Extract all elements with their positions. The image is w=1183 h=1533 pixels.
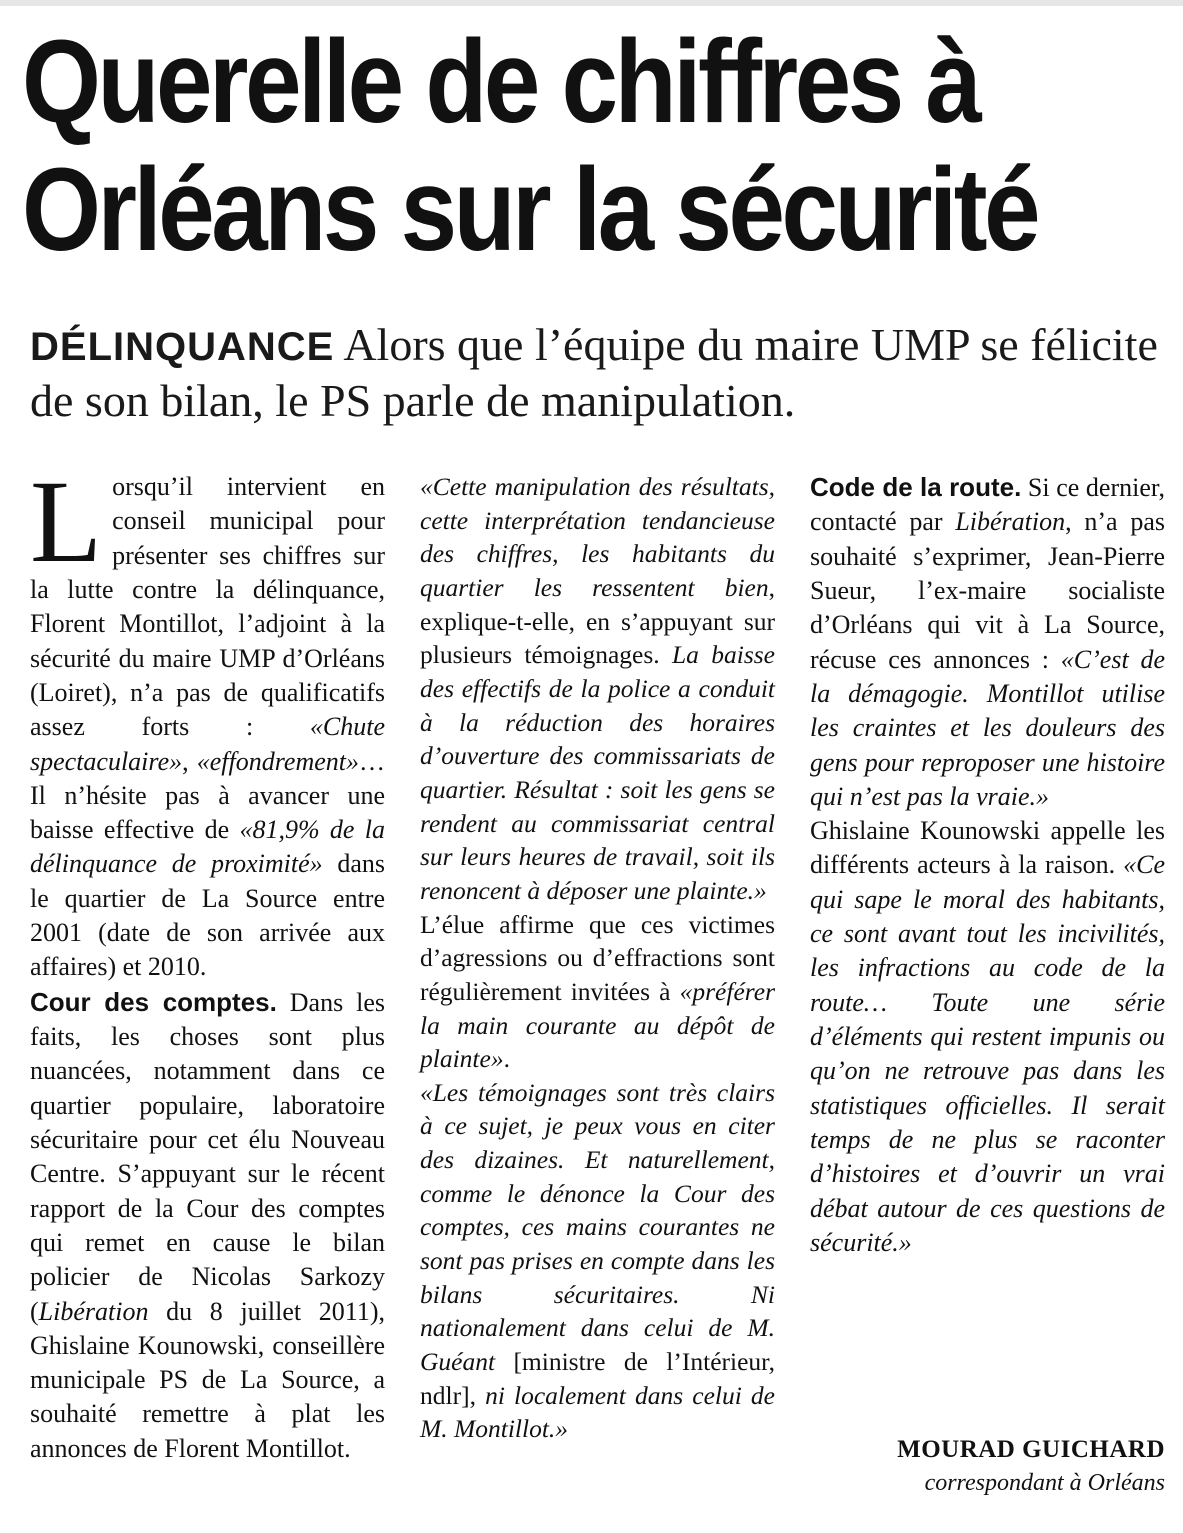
paragraph-quote-temoignages [420, 1076, 775, 1446]
p3-text-a: Ghislaine Kounowski appelle les différents acteurs à la raison. [810, 816, 1165, 880]
quote1-text-b: , explique-t-elle, en s’appuyant sur plusieurs témoignages. [420, 572, 775, 670]
deck-kicker: DÉLINQUANCE [30, 325, 335, 369]
paragraph-quote-manipulation [420, 470, 775, 908]
quote2-text-b: [ministre de l’Intérieur, ndlr], [420, 1347, 775, 1410]
byline-name: MOURAD GUICHARD [897, 1436, 1165, 1463]
headline-line-1: Querelle de chiffres à [22, 16, 979, 148]
byline-role: correspondant à Orléans [924, 1470, 1165, 1496]
quote1-text-c: La baisse des effectifs de la police a conduit à la réduction des horaires d’ouverture des commissariats de quartier. Résultat : soit les gens se rendent au commissariat central sur leurs heures de travail, soit ils renoncent à déposer une plainte.» [420, 640, 775, 905]
p2-quote: «préférer la main courante au dépôt de plainte» [420, 976, 775, 1074]
column-3 [810, 470, 1165, 1260]
top-rule [0, 0, 1183, 6]
subheading-code-de-la-route: Code de la route. [810, 472, 1022, 502]
p2-text-a: L’élue affirme que ces victimes d’agressions ou d’effractions sont régulièrement invitées à [420, 909, 775, 1006]
section2-text-b: , n’a pas souhaité s’exprimer, Jean-Pierre Sueur, l’ex-maire socialiste d’Orléans qui vit à La Source, récuse ces annonces : [810, 507, 1165, 674]
section2-text-a: Si ce dernier, contacté par [810, 473, 1166, 537]
column-1 [30, 456, 385, 1466]
deck-text: Alors que l’équipe du maire UMP se félicite de son bilan, le PS parle de manipulation. [30, 319, 1158, 426]
deck [30, 318, 1170, 428]
section1-text-a: Dans les faits, les choses sont plus nuancées, notamment dans ce quartier populaire, laboratoire sécuritaire pour cet élu Nouveau Centre. S’appuyant sur le récent rapport de la Cour des comptes qui remet en cause le bilan policier de Nicolas Sarkozy ( [30, 987, 385, 1326]
intro-text-c: dans le quartier de La Source entre 2001 (date de son arrivée aux affaires) et 2010. [30, 849, 385, 982]
quote1-text-a: «Cette manipulation des résultats, cette interprétation tendancieuse des chiffres, les habitants du quartier les ressentent bien [420, 472, 775, 602]
p3-quote: «Ce qui sape le moral des habitants, ce sont avant tout les incivilités, les infractions au code de la route… Toute une série d’éléments qui restent impunis ou qu’on ne retrouve pas dans les statistiques officielles. Il serait temps de ne plus se raconter d’histoires et d’ouvrir un vrai débat autour de ces questions de sécurité.» [810, 850, 1165, 1257]
section1-text-b: du 8 juillet 2011), Ghislaine Kounowski, conseillère municipale PS de La Source, a souhaité remettre à plat les annonces de Florent Montillot. [30, 1296, 385, 1463]
quote2-text-a: «Les témoignages sont très clairs à ce sujet, je peux vous en citer des dizaines. Et naturellement, comme le dénonce la Cour des comptes, ces mains courantes ne sont pas prises en compte dans les bilans sécuritaires. Ni nationalement dans celui de M. Guéant [420, 1077, 775, 1377]
quote2-text-c: ni localement dans celui de M. Montillot.» [420, 1380, 775, 1444]
headline [22, 16, 1038, 276]
intro-quote-2: «effondrement» [196, 746, 359, 776]
paragraph-main-courante [420, 908, 775, 1076]
intro-text-a: orsqu’il intervient en conseil municipal pour présenter ses chiffres sur la lutte contre la délinquance, Florent Montillot, l’adjoint à la sécurité du maire UMP d’Orléans (Loiret), n’a pas de qualificatifs assez forts : [30, 472, 385, 742]
section2-publication: Libération [955, 507, 1066, 537]
section2-quote: «C’est de la démagogie. Montillot utilise les craintes et les douleurs des gens pour reproposer une histoire qui n’est pas la vraie.» [810, 644, 1166, 811]
section1-publication: Libération [38, 1296, 149, 1326]
drop-cap: L [30, 456, 103, 587]
intro-quote-3: «81,9% de la délinquance de proximité» [30, 815, 385, 879]
intro-quote-1: «Chute spectaculaire» [30, 712, 385, 776]
paragraph-intro [30, 456, 385, 985]
paragraph-cour-des-comptes [30, 985, 385, 1466]
paragraph-conclusion [810, 814, 1165, 1260]
intro-sep: , [182, 746, 197, 776]
column-2 [420, 470, 775, 1446]
paragraph-code-de-la-route [810, 470, 1165, 814]
subheading-cour-des-comptes: Cour des comptes. [30, 986, 277, 1017]
intro-text-b: … Il n’hésite pas à avancer une baisse effective de [30, 746, 385, 845]
p2-text-b: . [503, 1044, 510, 1074]
headline-line-2: Orléans sur la sécurité [22, 144, 1038, 276]
